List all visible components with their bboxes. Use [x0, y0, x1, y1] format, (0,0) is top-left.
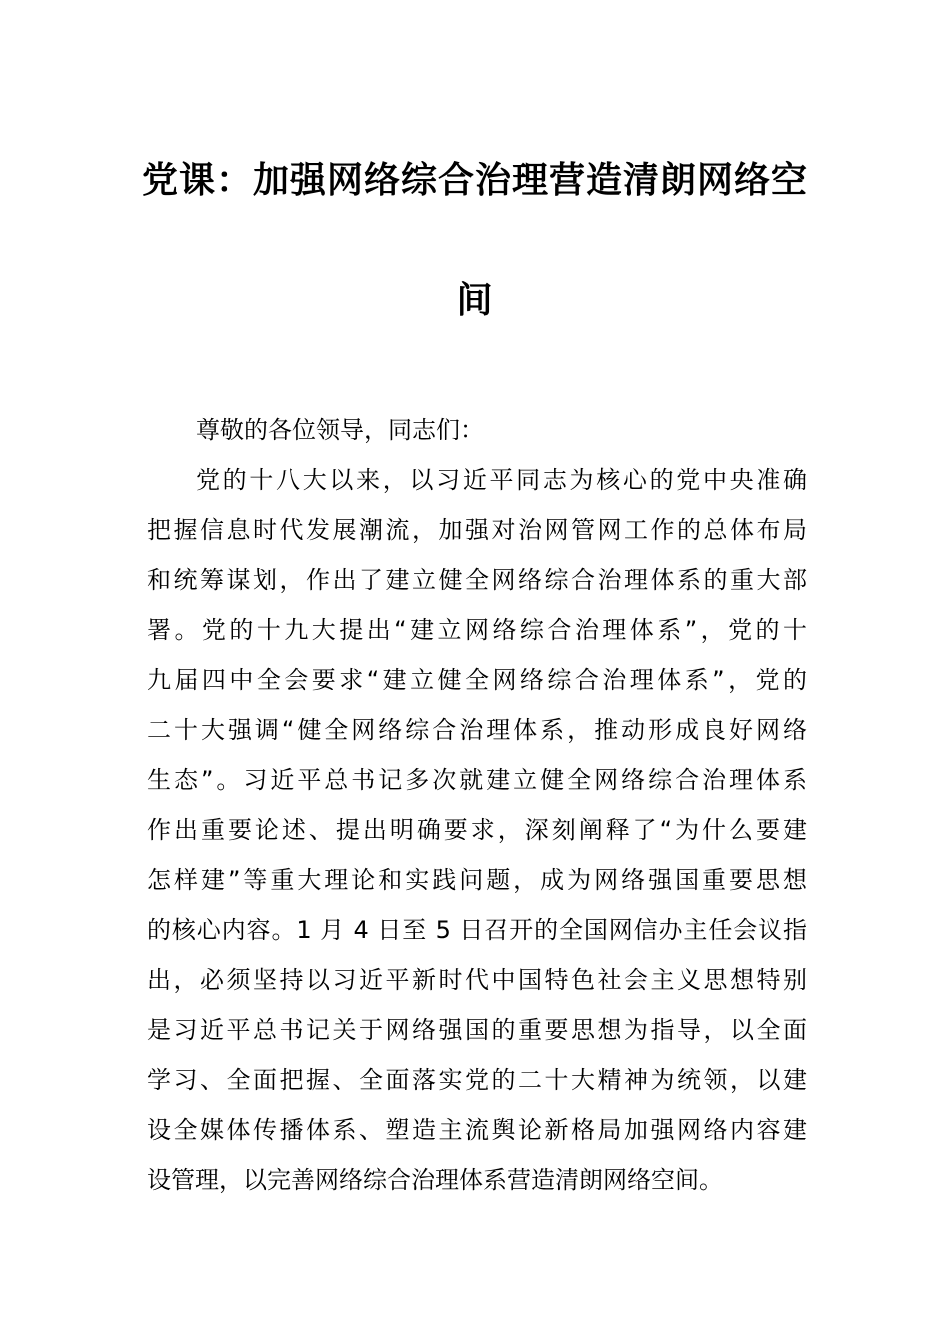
- paragraph-line: 怎样建”等重大理论和实践问题，成为网络强国重要思想: [147, 866, 807, 894]
- paragraph-line: 学习、全面把握、全面落实党的二十大精神为统领，以建: [147, 1066, 807, 1094]
- paragraph-line: 署。党的十九大提出“建立网络综合治理体系”，党的十: [147, 616, 807, 644]
- paragraph-line: 作出重要论述、提出明确要求，深刻阐释了“为什么要建: [147, 816, 807, 844]
- document-title-line-2: 间: [456, 279, 494, 321]
- paragraph-line: 生态”。习近平总书记多次就建立健全网络综合治理体系: [147, 766, 807, 794]
- paragraph-line: 把握信息时代发展潮流，加强对治网管网工作的总体布局: [147, 516, 807, 544]
- paragraph-line: 设全媒体传播体系、塑造主流舆论新格局加强网络内容建: [147, 1116, 807, 1144]
- paragraph-line: 设管理，以完善网络综合治理体系营造清朗网络空间。: [147, 1166, 723, 1194]
- paragraph-line: 九届四中全会要求“建立健全网络综合治理体系”，党的: [147, 666, 807, 694]
- paragraph-line: 的核心内容。1 月 4 日至 5 日召开的全国网信办主任会议指: [147, 916, 807, 944]
- paragraph-line: 二十大强调“健全网络综合治理体系，推动形成良好网络: [147, 716, 807, 744]
- paragraph-line: 出，必须坚持以习近平新时代中国特色社会主义思想特别: [147, 966, 807, 994]
- paragraph-line: 党的十八大以来，以习近平同志为核心的党中央准确: [196, 466, 807, 494]
- document-title-line-1: 党课：加强网络综合治理营造清朗网络空: [141, 159, 808, 201]
- greeting-line: 尊敬的各位领导，同志们：: [196, 416, 484, 444]
- paragraph-line: 是习近平总书记关于网络强国的重要思想为指导，以全面: [147, 1016, 807, 1044]
- paragraph-line: 和统筹谋划，作出了建立健全网络综合治理体系的重大部: [147, 566, 807, 594]
